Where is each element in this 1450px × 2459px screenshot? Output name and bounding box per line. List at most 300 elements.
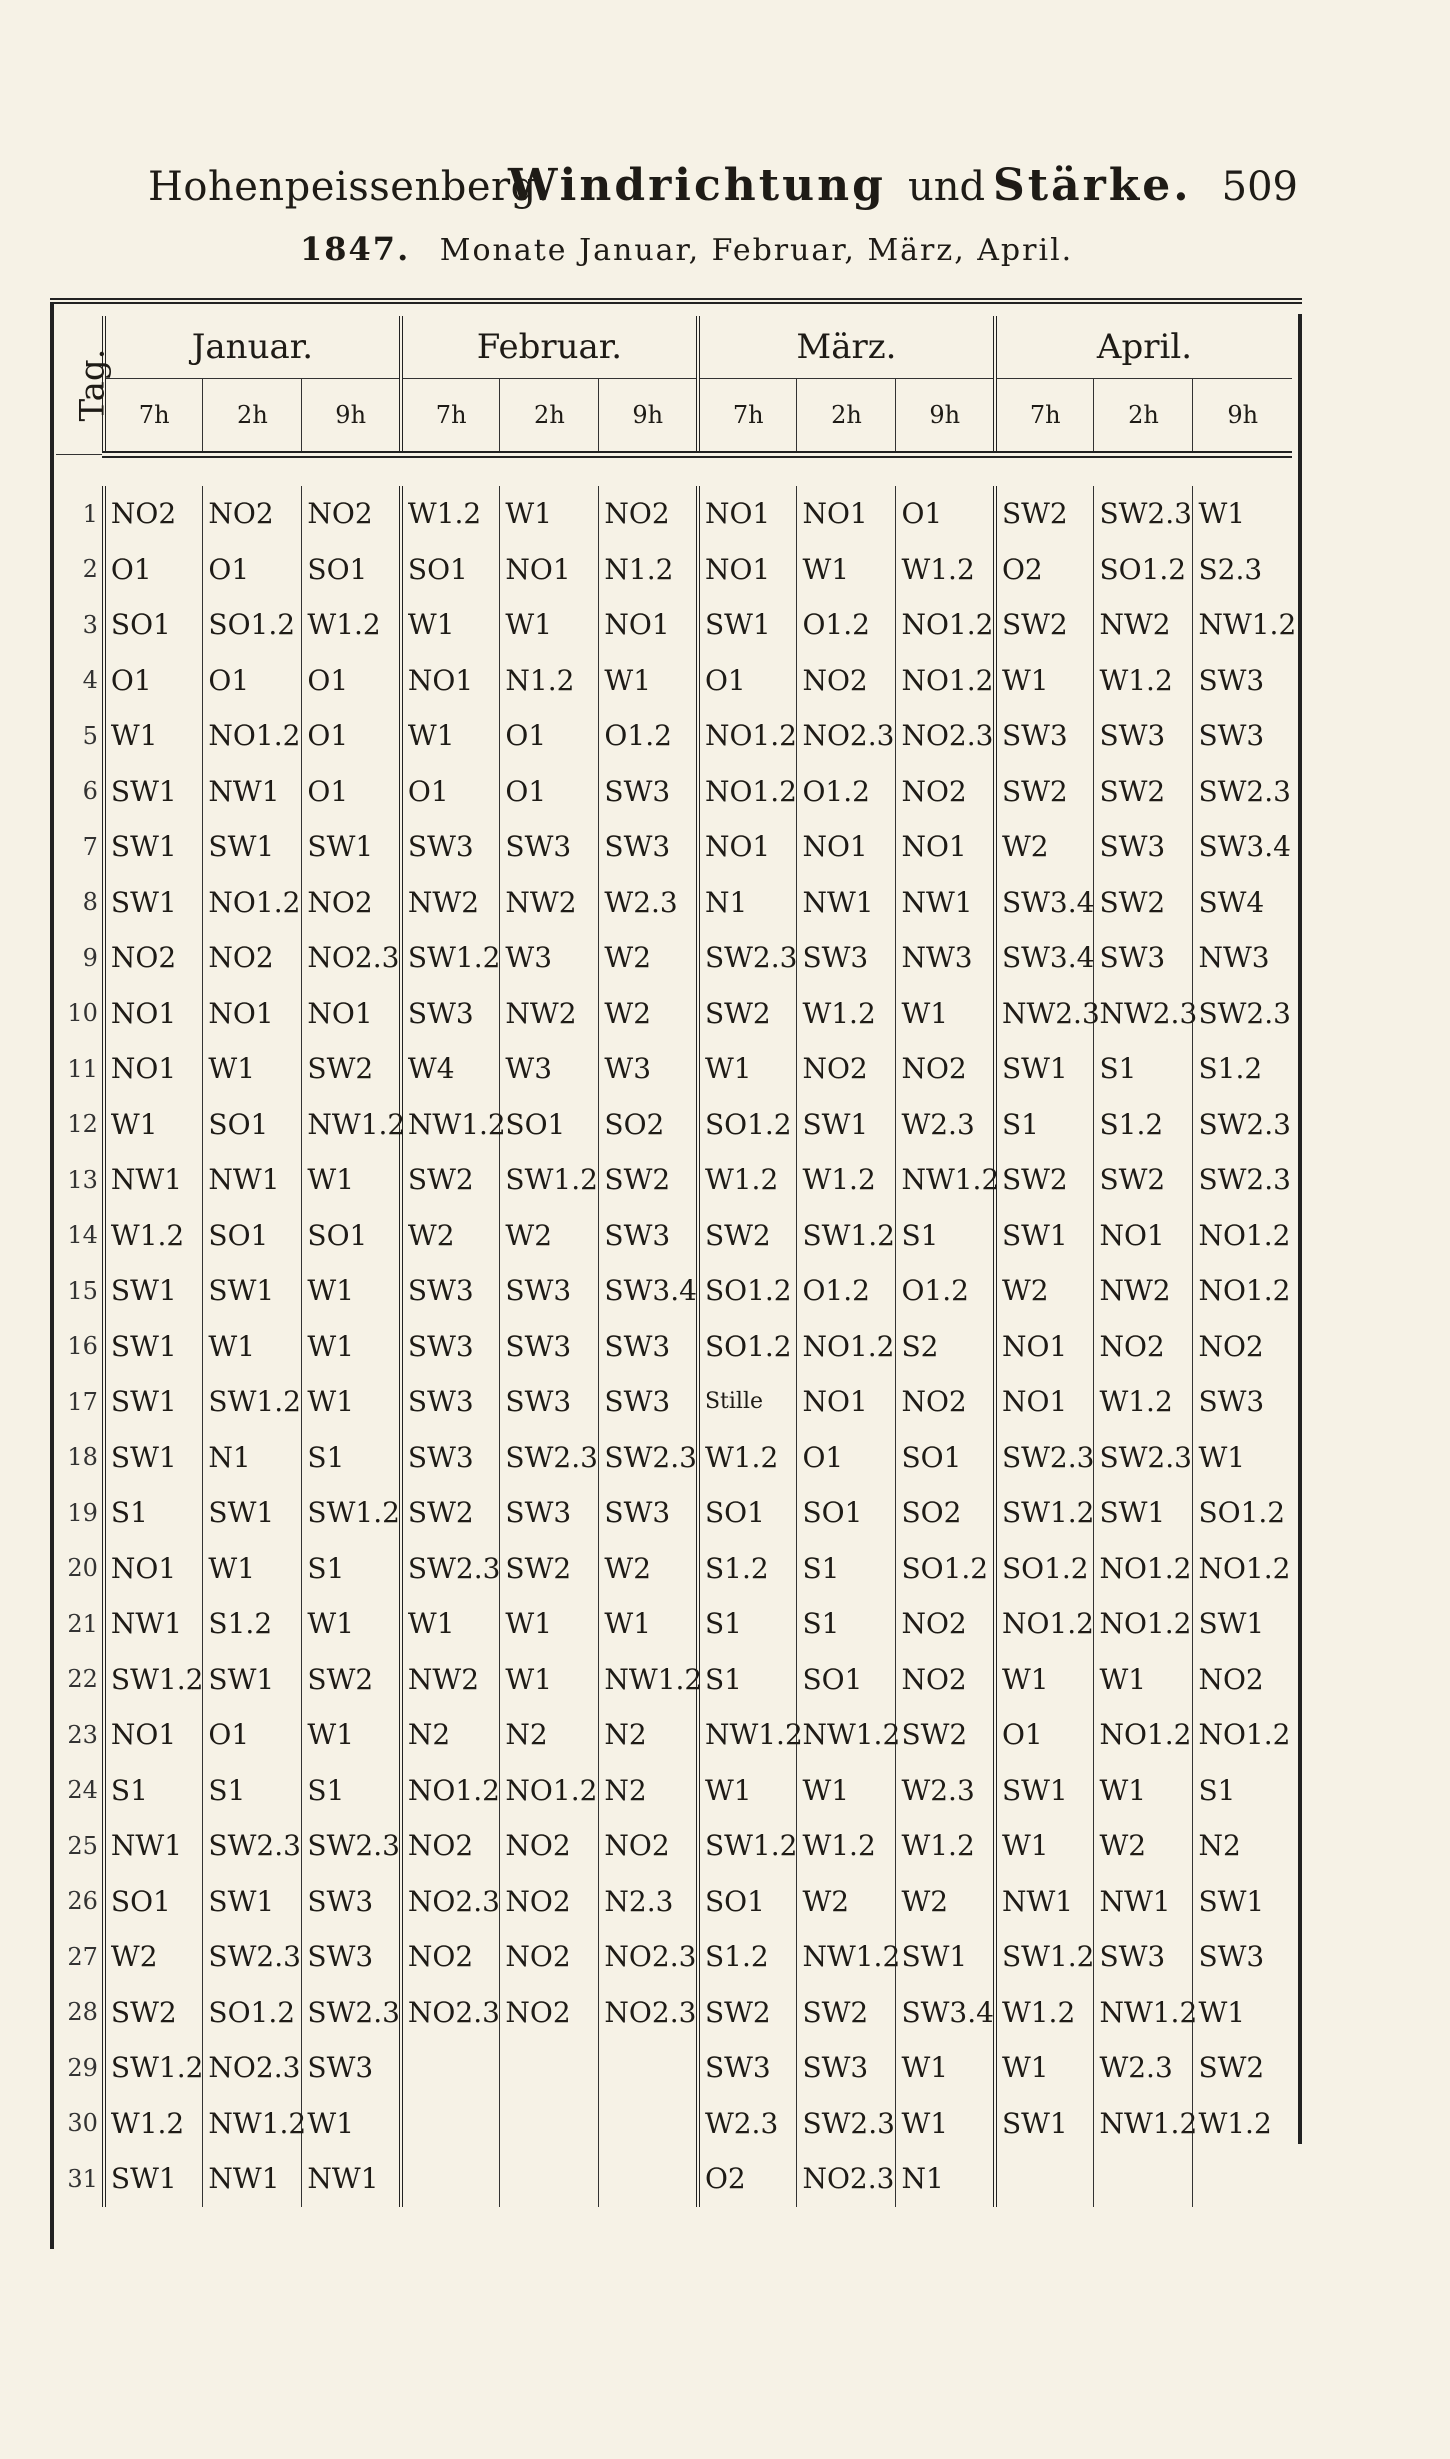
table-row <box>56 986 1292 1042</box>
wind-cell-mar: S1.2 <box>698 1929 797 1985</box>
day-number: 27 <box>67 1942 98 1971</box>
wind-cell-feb: NO2.3 <box>599 1929 698 1985</box>
wind-cell-mar: NO2.3 <box>797 2151 896 2207</box>
wind-cell-feb <box>599 2040 698 2096</box>
wind-cell-apr: SW2.3 <box>1193 986 1292 1042</box>
wind-cell-feb: SO1 <box>500 1097 599 1153</box>
wind-cell-apr: SW2 <box>995 764 1094 820</box>
wind-cell-apr: W1 <box>1094 1763 1193 1819</box>
title-windrichtung: Windrichtung <box>508 160 886 211</box>
wind-cell-mar: W1 <box>698 1041 797 1097</box>
wind-cell-apr: W1 <box>1193 1430 1292 1486</box>
wind-cell-jan: SO1.2 <box>203 597 302 653</box>
wind-cell-mar: SW2 <box>698 1208 797 1264</box>
wind-cell-jan: W2 <box>104 1929 203 1985</box>
hour-header: 2h <box>203 379 302 455</box>
wind-cell-apr: W1 <box>1094 1652 1193 1708</box>
wind-cell-jan: W1 <box>104 1097 203 1153</box>
page-header <box>148 150 1298 230</box>
wind-cell-feb: W1 <box>500 597 599 653</box>
wind-cell-mar: NO2 <box>797 1041 896 1097</box>
wind-cell-jan: NW1 <box>104 1152 203 1208</box>
table-row <box>56 819 1292 875</box>
wind-cell-mar: W1.2 <box>896 542 995 598</box>
table-row <box>56 1374 1292 1430</box>
year-label: 1847. <box>300 230 411 268</box>
wind-cell-apr: SW1 <box>1094 1485 1193 1541</box>
wind-cell-mar: W2 <box>797 1874 896 1930</box>
day-number: 8 <box>82 888 98 917</box>
wind-cell-feb: SW3 <box>401 1319 500 1375</box>
wind-cell-apr: NW1 <box>1094 1874 1193 1930</box>
wind-cell-jan: W1 <box>203 1319 302 1375</box>
wind-cell-jan: SW3 <box>302 1929 401 1985</box>
day-number: 14 <box>67 1221 98 1250</box>
wind-cell-jan: NW1 <box>203 764 302 820</box>
wind-cell-mar: SW2 <box>698 1985 797 2041</box>
wind-cell-jan: NO1.2 <box>203 708 302 764</box>
wind-cell-mar: NO2.3 <box>797 708 896 764</box>
wind-cell-feb: SW3 <box>500 1374 599 1430</box>
table-row <box>56 597 1292 653</box>
table-row <box>56 1041 1292 1097</box>
wind-cell-jan: O1 <box>203 1707 302 1763</box>
table-row <box>56 653 1292 709</box>
wind-cell-apr: SW2.3 <box>1094 1430 1193 1486</box>
wind-cell-apr: SO1.2 <box>1094 542 1193 598</box>
wind-cell-mar: W1 <box>698 1763 797 1819</box>
day-number: 16 <box>67 1332 98 1361</box>
wind-cell-apr: SW3 <box>1094 708 1193 764</box>
wind-cell-mar: SW1 <box>698 597 797 653</box>
wind-cell-jan: NO1.2 <box>203 875 302 931</box>
wind-cell-jan: NO1 <box>203 986 302 1042</box>
wind-cell-jan: NW1.2 <box>302 1097 401 1153</box>
wind-cell-feb: SW3 <box>401 1263 500 1319</box>
day-number: 25 <box>67 1831 98 1860</box>
wind-cell-feb: NO1.2 <box>500 1763 599 1819</box>
wind-cell-feb: N2 <box>599 1707 698 1763</box>
month-header-jan: Januar. <box>104 316 401 379</box>
wind-cell-apr: W1 <box>1193 1985 1292 2041</box>
wind-cell-jan: W1 <box>302 1152 401 1208</box>
wind-cell-feb: W1 <box>599 1596 698 1652</box>
wind-cell-apr: NO1 <box>995 1319 1094 1375</box>
day-number: 21 <box>67 1609 98 1638</box>
wind-cell-feb: W2.3 <box>599 875 698 931</box>
wind-cell-apr: SW1 <box>995 2096 1094 2152</box>
wind-cell-apr: NO1.2 <box>1193 1541 1292 1597</box>
wind-cell-feb: NO2.3 <box>401 1985 500 2041</box>
wind-cell-jan: S1 <box>302 1430 401 1486</box>
day-number: 13 <box>67 1165 98 1194</box>
wind-cell-apr: W1.2 <box>1094 1374 1193 1430</box>
table-row <box>56 875 1292 931</box>
hour-header: 9h <box>1193 379 1292 455</box>
wind-cell-apr: NW1 <box>995 1874 1094 1930</box>
wind-cell-jan: SO1 <box>104 1874 203 1930</box>
wind-cell-jan: SW2.3 <box>203 1929 302 1985</box>
wind-cell-apr: SW3.4 <box>1193 819 1292 875</box>
day-number: 23 <box>67 1720 98 1749</box>
wind-cell-mar: SO1 <box>797 1485 896 1541</box>
wind-cell-apr: W1 <box>995 653 1094 709</box>
wind-cell-mar: O1 <box>698 653 797 709</box>
day-number: 15 <box>67 1276 98 1305</box>
wind-cell-feb: SW1.2 <box>500 1152 599 1208</box>
wind-cell-feb: SW3 <box>599 1208 698 1264</box>
wind-cell-mar: SO1.2 <box>698 1319 797 1375</box>
wind-cell-jan: SW2.3 <box>203 1818 302 1874</box>
wind-cell-mar: O1.2 <box>797 597 896 653</box>
month-header-row <box>56 316 1292 379</box>
wind-cell-mar: NO2 <box>896 1041 995 1097</box>
wind-cell-feb: W1 <box>599 653 698 709</box>
wind-cell-mar: S1 <box>896 1208 995 1264</box>
wind-cell-feb: W1 <box>401 1596 500 1652</box>
wind-cell-apr: SW2 <box>1094 764 1193 820</box>
wind-cell-mar: W1 <box>896 2096 995 2152</box>
wind-cell-apr: SW1 <box>1193 1874 1292 1930</box>
day-number: 22 <box>67 1665 98 1694</box>
wind-cell-jan: O1 <box>203 542 302 598</box>
wind-cell-mar: N1 <box>896 2151 995 2207</box>
wind-cell-mar: SO1.2 <box>698 1097 797 1153</box>
wind-cell-jan: SO1 <box>203 1097 302 1153</box>
wind-cell-jan: SO1.2 <box>203 1985 302 2041</box>
wind-cell-mar: NO2 <box>896 764 995 820</box>
wind-cell-jan: NO1 <box>104 1541 203 1597</box>
wind-cell-jan: NO2 <box>302 486 401 542</box>
wind-cell-apr: S2.3 <box>1193 542 1292 598</box>
wind-cell-mar: W1 <box>896 986 995 1042</box>
wind-cell-jan: SW1 <box>104 1430 203 1486</box>
wind-cell-mar: SW1.2 <box>698 1818 797 1874</box>
wind-cell-feb: SW2.3 <box>401 1541 500 1597</box>
day-number: 26 <box>67 1887 98 1916</box>
table-row <box>56 1541 1292 1597</box>
wind-cell-mar: NW1.2 <box>896 1152 995 1208</box>
wind-cell-jan: SW2.3 <box>302 1818 401 1874</box>
day-number: 2 <box>82 555 98 584</box>
wind-cell-apr: NW2.3 <box>995 986 1094 1042</box>
wind-cell-jan: NO2.3 <box>302 930 401 986</box>
wind-cell-mar: SW2 <box>698 986 797 1042</box>
wind-cell-jan: SW1 <box>203 1263 302 1319</box>
wind-cell-mar: O1 <box>797 1430 896 1486</box>
wind-cell-feb: SW3 <box>401 986 500 1042</box>
wind-cell-feb: NW1.2 <box>401 1097 500 1153</box>
day-number: 10 <box>67 999 98 1028</box>
wind-cell-jan: SW1 <box>104 764 203 820</box>
wind-cell-apr: W2 <box>1094 1818 1193 1874</box>
title-staerke: Stärke. <box>993 160 1192 211</box>
month-header-feb: Februar. <box>401 316 698 379</box>
wind-cell-apr: SW1.2 <box>995 1929 1094 1985</box>
wind-cell-feb: W3 <box>599 1041 698 1097</box>
wind-cell-mar: NO2 <box>797 653 896 709</box>
wind-cell-jan: SW1 <box>104 2151 203 2207</box>
wind-cell-jan: SO1 <box>104 597 203 653</box>
wind-cell-mar: NW1.2 <box>797 1707 896 1763</box>
wind-cell-mar: W1 <box>797 1763 896 1819</box>
wind-cell-feb: NO1.2 <box>401 1763 500 1819</box>
wind-cell-jan: SW1 <box>203 819 302 875</box>
wind-cell-mar: NO1 <box>698 542 797 598</box>
wind-cell-mar: NO2 <box>896 1652 995 1708</box>
wind-cell-feb: W1.2 <box>401 486 500 542</box>
wind-cell-mar: SO1 <box>797 1652 896 1708</box>
wind-cell-apr: SO1.2 <box>1193 1485 1292 1541</box>
wind-cell-apr: SW3 <box>1193 653 1292 709</box>
day-number: 28 <box>67 1998 98 2027</box>
hour-header: 7h <box>995 379 1094 455</box>
day-number: 11 <box>67 1054 98 1083</box>
wind-cell-jan: SW3 <box>302 1874 401 1930</box>
wind-cell-apr <box>995 2151 1094 2207</box>
wind-cell-apr: O1 <box>995 1707 1094 1763</box>
wind-cell-feb: O1 <box>500 764 599 820</box>
hour-header: 9h <box>896 379 995 455</box>
wind-cell-mar: SO1.2 <box>698 1263 797 1319</box>
wind-cell-apr: NO1.2 <box>1094 1596 1193 1652</box>
wind-cell-apr: SW2 <box>1094 1152 1193 1208</box>
wind-cell-jan: SW2 <box>302 1652 401 1708</box>
wind-cell-mar: O1.2 <box>797 764 896 820</box>
wind-cell-apr: SW3.4 <box>995 930 1094 986</box>
wind-cell-mar: NW1.2 <box>797 1929 896 1985</box>
wind-cell-feb <box>500 2096 599 2152</box>
wind-cell-mar: W1.2 <box>698 1152 797 1208</box>
wind-cell-mar: NO1.2 <box>896 653 995 709</box>
wind-cell-apr: SW2 <box>1094 875 1193 931</box>
wind-cell-jan: SO1 <box>203 1208 302 1264</box>
wind-cell-feb: N1.2 <box>500 653 599 709</box>
wind-cell-feb <box>599 2151 698 2207</box>
wind-cell-feb: W3 <box>500 930 599 986</box>
wind-cell-apr: SW1.2 <box>995 1485 1094 1541</box>
wind-cell-apr: NO1 <box>995 1374 1094 1430</box>
wind-cell-apr: SW2 <box>995 1152 1094 1208</box>
wind-cell-mar: SO1 <box>896 1430 995 1486</box>
wind-cell-jan: S1.2 <box>203 1596 302 1652</box>
wind-cell-feb: N2 <box>500 1707 599 1763</box>
wind-cell-feb: SW2 <box>500 1541 599 1597</box>
wind-cell-feb: W3 <box>500 1041 599 1097</box>
day-number: 20 <box>67 1554 98 1583</box>
wind-cell-jan: NW1 <box>302 2151 401 2207</box>
wind-cell-jan: NO2 <box>302 875 401 931</box>
wind-cell-mar: NO1 <box>896 819 995 875</box>
wind-cell-apr: SW1 <box>995 1208 1094 1264</box>
wind-cell-feb <box>599 2096 698 2152</box>
hour-header: 2h <box>797 379 896 455</box>
day-number: 5 <box>82 721 98 750</box>
wind-cell-feb: W1 <box>500 1596 599 1652</box>
wind-cell-jan: NO2 <box>203 930 302 986</box>
wind-cell-mar: NO1 <box>698 486 797 542</box>
wind-cell-jan: O1 <box>302 708 401 764</box>
hour-header: 7h <box>104 379 203 455</box>
wind-cell-feb: NO2.3 <box>599 1985 698 2041</box>
wind-cell-feb: NW2 <box>401 1652 500 1708</box>
wind-cell-jan: SW1.2 <box>104 1652 203 1708</box>
wind-cell-jan: W1 <box>203 1541 302 1597</box>
wind-cell-apr: SW3 <box>1193 1374 1292 1430</box>
hour-header: 9h <box>599 379 698 455</box>
wind-cell-apr: NO1.2 <box>995 1596 1094 1652</box>
wind-cell-feb: N2.3 <box>599 1874 698 1930</box>
wind-cell-apr: NO1.2 <box>1193 1208 1292 1264</box>
wind-cell-mar: SW2.3 <box>797 2096 896 2152</box>
wind-cell-feb: SW3.4 <box>599 1263 698 1319</box>
title-connector: und <box>908 164 986 210</box>
wind-cell-apr: O2 <box>995 542 1094 598</box>
table-row <box>56 542 1292 598</box>
wind-cell-jan: SW1 <box>104 1319 203 1375</box>
wind-cell-apr: SW1 <box>995 1041 1094 1097</box>
wind-cell-jan: NO1 <box>302 986 401 1042</box>
wind-cell-mar: SW3 <box>797 2040 896 2096</box>
wind-cell-jan: SW1 <box>203 1485 302 1541</box>
wind-cell-mar: SW2 <box>896 1707 995 1763</box>
wind-cell-jan: W1.2 <box>104 2096 203 2152</box>
wind-cell-apr: NO1.2 <box>1094 1707 1193 1763</box>
wind-cell-jan: NO1 <box>104 986 203 1042</box>
wind-cell-feb: NO2 <box>500 1929 599 1985</box>
wind-cell-mar: W1 <box>797 542 896 598</box>
table-row <box>56 2096 1292 2152</box>
wind-cell-feb: W2 <box>500 1208 599 1264</box>
wind-cell-apr: N2 <box>1193 1818 1292 1874</box>
table-row <box>56 1985 1292 2041</box>
wind-cell-feb: SW1.2 <box>401 930 500 986</box>
wind-cell-mar: W2.3 <box>896 1097 995 1153</box>
wind-cell-mar: W2 <box>896 1874 995 1930</box>
wind-cell-jan: SW2.3 <box>302 1985 401 2041</box>
wind-cell-jan: SW1 <box>104 1374 203 1430</box>
wind-cell-mar: NO1.2 <box>698 764 797 820</box>
wind-cell-apr: SW2 <box>995 486 1094 542</box>
wind-cell-feb: NW2 <box>401 875 500 931</box>
day-number: 18 <box>67 1443 98 1472</box>
wind-cell-apr: NW2 <box>1094 1263 1193 1319</box>
wind-cell-mar: SW3 <box>797 930 896 986</box>
day-number: 6 <box>82 777 98 806</box>
wind-cell-mar: W1.2 <box>896 1818 995 1874</box>
wind-cell-apr: S1 <box>995 1097 1094 1153</box>
table-row <box>56 708 1292 764</box>
wind-cell-jan: NO2 <box>104 486 203 542</box>
table-row <box>56 486 1292 542</box>
wind-cell-jan: W1 <box>302 1707 401 1763</box>
wind-cell-mar: W2.3 <box>698 2096 797 2152</box>
wind-cell-apr: SW3 <box>1094 819 1193 875</box>
wind-cell-apr: SO1.2 <box>995 1541 1094 1597</box>
wind-cell-mar: W2.3 <box>896 1763 995 1819</box>
wind-cell-apr: SW3.4 <box>995 875 1094 931</box>
wind-cell-feb: O1.2 <box>599 708 698 764</box>
wind-cell-feb: NW1.2 <box>599 1652 698 1708</box>
wind-cell-jan: NO2 <box>104 930 203 986</box>
wind-cell-apr: W1.2 <box>995 1985 1094 2041</box>
wind-cell-feb: SW3 <box>599 1374 698 1430</box>
day-number: 30 <box>67 2109 98 2138</box>
wind-cell-feb: SO2 <box>599 1097 698 1153</box>
wind-cell-apr: SW2 <box>1193 2040 1292 2096</box>
wind-table <box>56 316 1297 2207</box>
table-row <box>56 1208 1292 1264</box>
day-number: 9 <box>82 943 98 972</box>
wind-cell-mar: S1 <box>797 1541 896 1597</box>
wind-cell-mar: SW3.4 <box>896 1985 995 2041</box>
wind-cell-apr: S1 <box>1193 1763 1292 1819</box>
wind-cell-feb: O1 <box>500 708 599 764</box>
wind-cell-feb: NO1 <box>500 542 599 598</box>
wind-cell-apr: W1 <box>995 1652 1094 1708</box>
hour-header: 2h <box>1094 379 1193 455</box>
wind-cell-feb: W2 <box>599 986 698 1042</box>
wind-cell-feb: N1.2 <box>599 542 698 598</box>
wind-cell-apr: W2.3 <box>1094 2040 1193 2096</box>
month-header-apr: April. <box>995 316 1292 379</box>
wind-cell-mar: NW1 <box>797 875 896 931</box>
wind-cell-jan: W1 <box>302 1319 401 1375</box>
month-header-mar: März. <box>698 316 995 379</box>
wind-cell-jan: W1 <box>302 2096 401 2152</box>
wind-cell-mar: O1.2 <box>896 1263 995 1319</box>
wind-cell-mar: SO2 <box>896 1485 995 1541</box>
table-row <box>56 1818 1292 1874</box>
day-number: 17 <box>67 1387 98 1416</box>
wind-cell-apr: NW2 <box>1094 597 1193 653</box>
wind-cell-feb: SW3 <box>500 1263 599 1319</box>
day-number: 3 <box>82 610 98 639</box>
wind-cell-feb: SW3 <box>599 819 698 875</box>
wind-cell-feb: W2 <box>599 930 698 986</box>
wind-cell-mar: SO1 <box>698 1874 797 1930</box>
wind-cell-apr: NO2 <box>1193 1652 1292 1708</box>
wind-cell-jan: S1 <box>104 1763 203 1819</box>
wind-cell-jan: SO1 <box>302 542 401 598</box>
page-number: 509 <box>1221 164 1298 210</box>
table-row <box>56 1874 1292 1930</box>
wind-cell-feb: O1 <box>401 764 500 820</box>
wind-cell-mar: NO2.3 <box>896 708 995 764</box>
station-name: Hohenpeissenberg. <box>148 164 550 210</box>
wind-cell-feb: SW3 <box>599 1485 698 1541</box>
wind-cell-apr: S1.2 <box>1193 1041 1292 1097</box>
wind-cell-mar: S1 <box>698 1596 797 1652</box>
table-row <box>56 930 1292 986</box>
wind-cell-jan: O1 <box>302 764 401 820</box>
wind-cell-jan: NW1 <box>203 1152 302 1208</box>
wind-cell-apr: S1 <box>1094 1041 1193 1097</box>
wind-cell-apr: SW2.3 <box>1094 486 1193 542</box>
wind-cell-mar: N1 <box>698 875 797 931</box>
wind-cell-mar: NW1.2 <box>698 1707 797 1763</box>
wind-cell-feb: N2 <box>401 1707 500 1763</box>
table-row <box>56 1707 1292 1763</box>
wind-cell-mar: NO1 <box>797 486 896 542</box>
wind-cell-apr: NO2 <box>1094 1319 1193 1375</box>
wind-cell-mar: NO1 <box>698 819 797 875</box>
day-number: 1 <box>82 499 98 528</box>
wind-cell-feb: NO2.3 <box>401 1874 500 1930</box>
wind-cell-mar: W1.2 <box>698 1430 797 1486</box>
wind-cell-apr: SW2 <box>995 597 1094 653</box>
day-number: 31 <box>67 2164 98 2193</box>
